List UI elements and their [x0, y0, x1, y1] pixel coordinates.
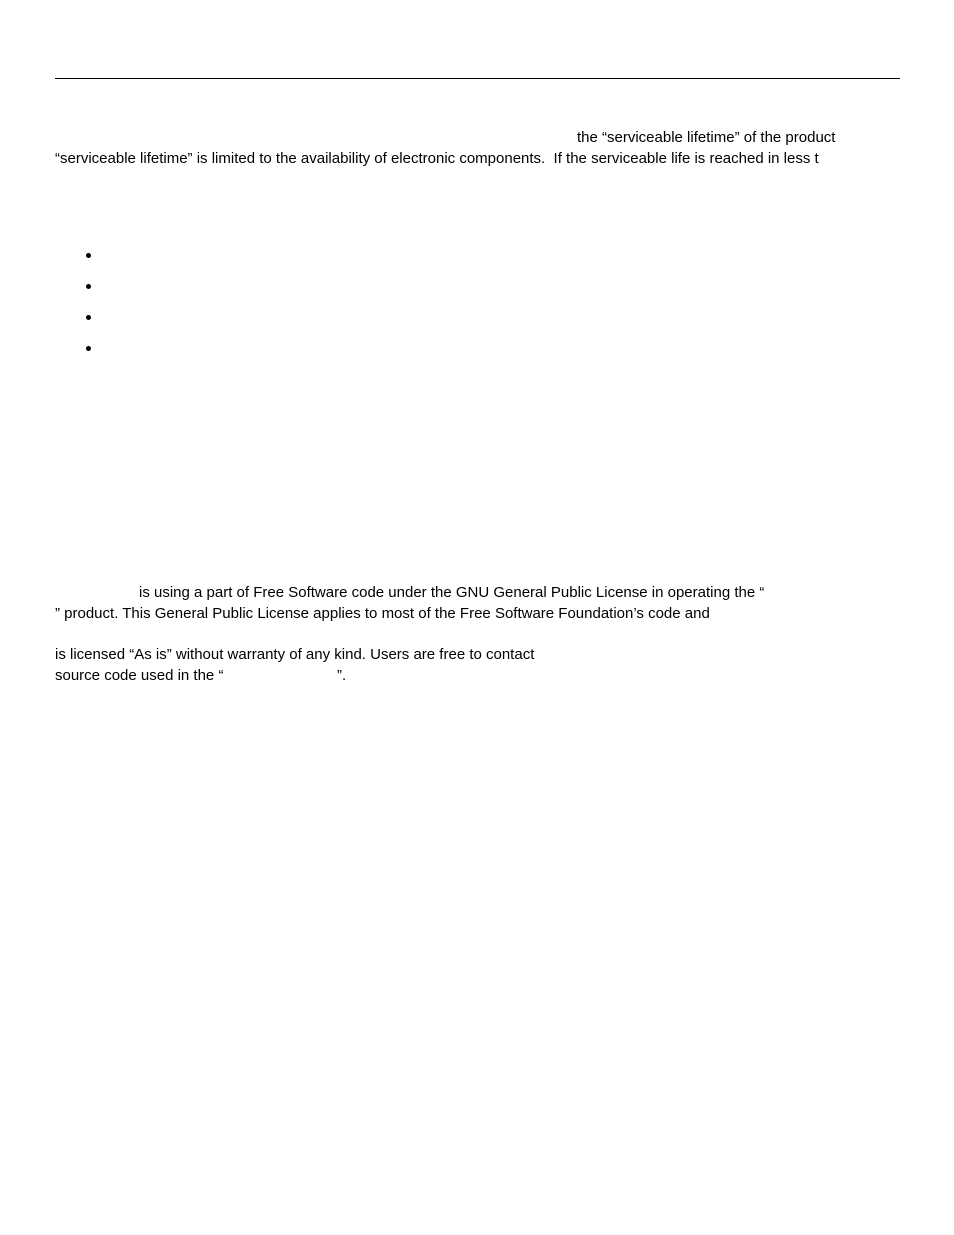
gpl-line-2: ” product. This General Public License applies to most of the Free Software Foundation’s code and	[55, 605, 710, 622]
header-rule	[55, 78, 900, 79]
bullet-dot-icon	[86, 253, 91, 258]
lifetime-line-2: “serviceable lifetime” is limited to the availability of electronic components. If the serviceable life is reached in less t	[55, 150, 819, 167]
gpl-line-1: is using a part of Free Software code under the GNU General Public License in operating the “	[139, 584, 765, 601]
lifetime-line-1: the “serviceable lifetime” of the product	[577, 129, 836, 146]
bullet-item-4	[85, 345, 93, 353]
gpl-line-4-end: ”.	[337, 667, 347, 684]
bullet-item-1	[85, 252, 93, 260]
bullet-dot-icon	[86, 284, 91, 289]
bullet-dot-icon	[86, 346, 91, 351]
bullet-item-3	[85, 314, 93, 322]
bullet-dot-icon	[86, 315, 91, 320]
gpl-line-4-start: source code used in the “	[55, 667, 224, 684]
bullet-item-2	[85, 283, 93, 291]
gpl-line-3: is licensed “As is” without warranty of any kind. Users are free to contact	[55, 646, 535, 663]
